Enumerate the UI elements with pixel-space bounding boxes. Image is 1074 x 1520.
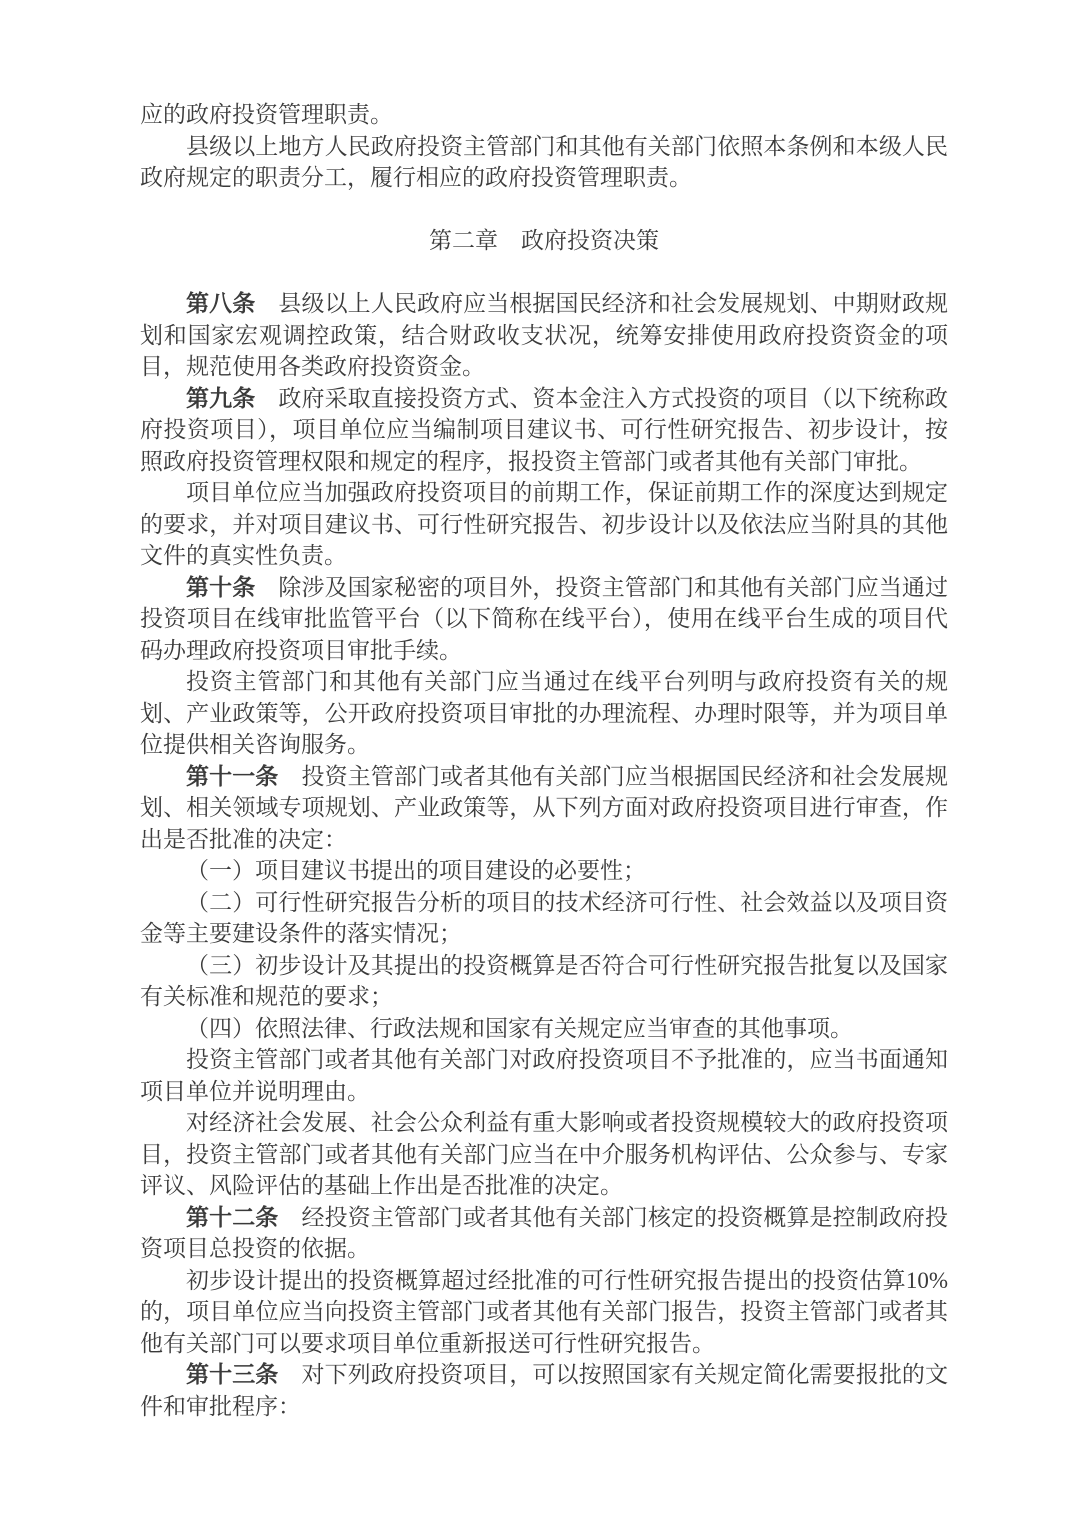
article-number: 第十二条 <box>186 1204 279 1230</box>
article-number: 第十一条 <box>186 763 279 789</box>
paragraph: （二）可行性研究报告分析的项目的技术经济可行性、社会效益以及项目资金等主要建设条件的落实情况； <box>140 889 948 946</box>
paragraph: 项目单位应当加强政府投资项目的前期工作，保证前期工作的深度达到规定的要求，并对项目建议书、可行性研究报告、初步设计以及依法应当附具的其他文件的真实性负责。 <box>140 480 948 568</box>
paragraph: 第十条 除涉及国家秘密的项目外，投资主管部门和其他有关部门应当通过投资项目在线审批监管平台（以下简称在线平台），使用在线平台生成的项目代码办理政府投资项目审批手续。 <box>140 574 948 663</box>
article-number: 第十三条 <box>186 1362 279 1387</box>
paragraph: 对经济社会发展、社会公众利益有重大影响或者投资规模较大的政府投资项目，投资主管部门或者其他有关部门应当在中介服务机构评估、公众参与、专家评议、风险评估的基础上作出是否批准的决定。 <box>140 1110 948 1198</box>
paragraph: 第十二条 经投资主管部门或者其他有关部门核定的投资概算是控制政府投资项目总投资的依据。 <box>140 1204 948 1261</box>
document-body <box>140 99 948 1422</box>
paragraph: 投资主管部门或者其他有关部门对政府投资项目不予批准的，应当书面通知项目单位并说明理由。 <box>140 1047 948 1104</box>
paragraph: 第八条 县级以上人民政府应当根据国民经济和社会发展规划、中期财政规划和国家宏观调控政策，结合财政收支状况，统筹安排使用政府投资资金的项目，规范使用各类政府投资资金。 <box>140 291 948 379</box>
paragraph: 第十三条 对下列政府投资项目，可以按照国家有关规定简化需要报批的文件和审批程序： <box>140 1362 948 1419</box>
paragraph: 应的政府投资管理职责。 <box>140 102 393 127</box>
paragraph: （一）项目建议书提出的项目建设的必要性； <box>186 858 646 883</box>
article-number: 第九条 <box>186 385 256 411</box>
paragraph: 第十一条 投资主管部门或者其他有关部门应当根据国民经济和社会发展规划、相关领域专项规划、产业政策等，从下列方面对政府投资项目进行审查，作出是否批准的决定： <box>140 763 948 852</box>
article-number: 第十条 <box>186 574 256 600</box>
paragraph: （三）初步设计及其提出的投资概算是否符合可行性研究报告批复以及国家有关标准和规范的要求； <box>140 952 948 1009</box>
paragraph: 县级以上地方人民政府投资主管部门和其他有关部门依照本条例和本级人民政府规定的职责分工，履行相应的政府投资管理职责。 <box>140 133 948 190</box>
paragraph: 初步设计提出的投资概算超过经批准的可行性研究报告提出的投资估算10%的，项目单位应当向投资主管部门或者其他有关部门报告，投资主管部门或者其他有关部门可以要求项目单位重新报送可行性研究报告。 <box>140 1267 948 1356</box>
paragraph: 投资主管部门和其他有关部门应当通过在线平台列明与政府投资有关的规划、产业政策等，公开政府投资项目审批的办理流程、办理时限等，并为项目单位提供相关咨询服务。 <box>140 669 948 757</box>
article-number: 第八条 <box>186 291 256 316</box>
paragraph: 第九条 政府采取直接投资方式、资本金注入方式投资的项目（以下统称政府投资项目），项目单位应当编制项目建议书、可行性研究报告、初步设计，按照政府投资管理权限和规定的程序，报投资主管部门或者其他有关部门审批。 <box>140 385 948 474</box>
paragraph: （四）依照法律、行政法规和国家有关规定应当审查的其他事项。 <box>186 1015 853 1041</box>
chapter-heading: 第二章 政府投资决策 <box>429 228 659 253</box>
